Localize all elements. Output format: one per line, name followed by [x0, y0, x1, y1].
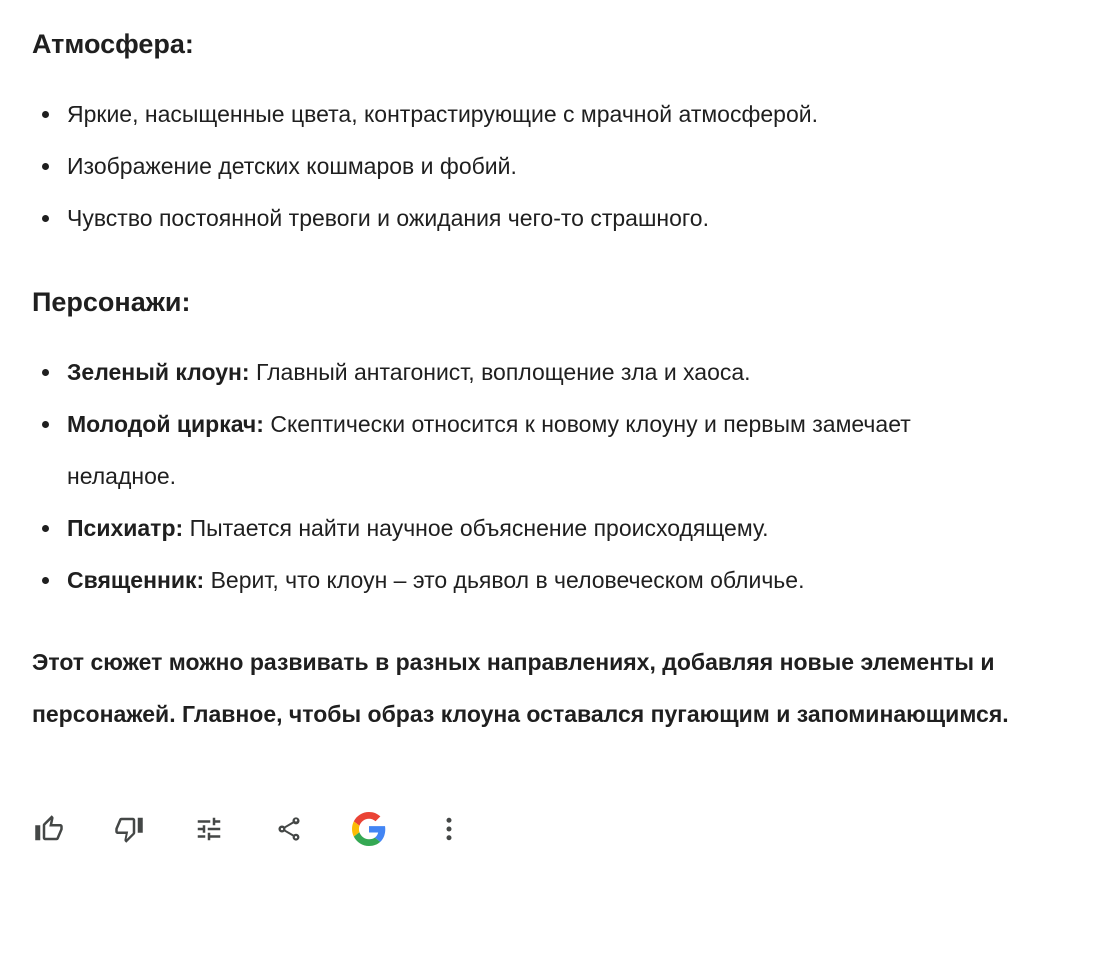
- character-name: Священник:: [67, 567, 205, 593]
- more-vert-icon: [434, 814, 464, 844]
- google-logo-icon: [352, 812, 386, 846]
- thumb-down-button[interactable]: [112, 812, 146, 846]
- list-item: • Изображение детских кошмаров и фобий.: [63, 140, 1068, 192]
- characters-heading: Персонажи:: [32, 287, 191, 317]
- ai-response: [32, 26, 1068, 846]
- share-icon: [275, 815, 303, 843]
- google-button[interactable]: [352, 812, 386, 846]
- response-toolbar: [32, 812, 1068, 846]
- list-item: [63, 554, 967, 606]
- list-item: [63, 346, 967, 398]
- character-desc: Верит, что клоун – это дьявол в человеческом обличье.: [210, 567, 805, 593]
- tune-button[interactable]: [192, 812, 226, 846]
- thumb-up-button[interactable]: [32, 812, 66, 846]
- tune-icon: [194, 814, 224, 844]
- share-button[interactable]: [272, 812, 306, 846]
- atmosphere-list: [32, 88, 1068, 244]
- thumb-up-icon: [34, 814, 64, 844]
- character-desc: Пытается найти научное объяснение происходящему.: [189, 515, 769, 541]
- more-options-button[interactable]: [432, 812, 466, 846]
- character-name: Зеленый клоун:: [67, 359, 250, 385]
- character-name: Молодой циркач:: [67, 411, 264, 437]
- character-desc: Скептически относится к новому клоуну и первым замечает неладное.: [67, 411, 911, 489]
- atmosphere-heading: Атмосфера:: [32, 29, 194, 59]
- character-desc: Главный антагонист, воплощение зла и хаоса.: [255, 359, 751, 385]
- list-item: • Яркие, насыщенные цвета, контрастирующие с мрачной атмосферой.: [63, 88, 1068, 140]
- list-item: [63, 502, 967, 554]
- list-item: • Чувство постоянной тревоги и ожидания чего-то страшного.: [63, 192, 1068, 244]
- character-name: Психиатр:: [67, 515, 184, 541]
- closing-paragraph: Этот сюжет можно развивать в разных направлениях, добавляя новые элементы и персонажей. Главное, чтобы образ клоуна оставался пугающим и запоминающимся.: [32, 649, 1009, 727]
- characters-list: [32, 346, 1068, 606]
- thumb-down-icon: [114, 814, 144, 844]
- list-item: [63, 398, 967, 502]
